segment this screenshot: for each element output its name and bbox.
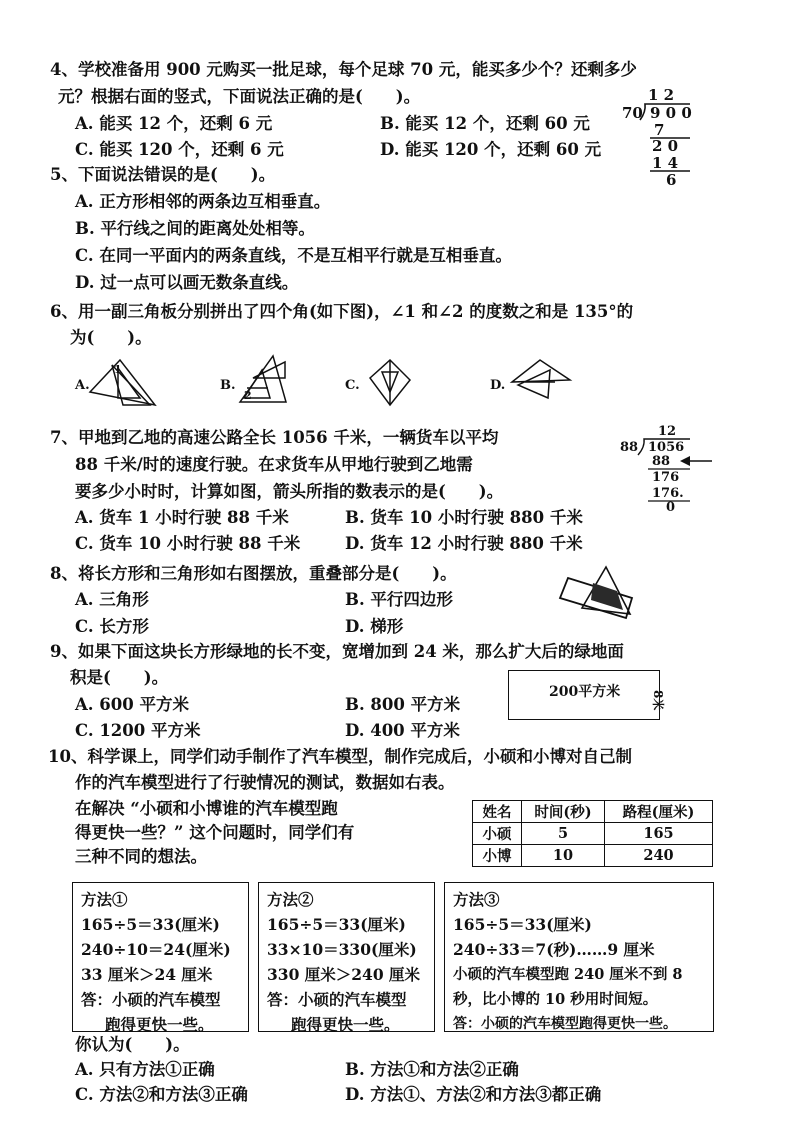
method2-line: 33×10＝330(厘米) [267, 940, 417, 959]
q10-option-a: A. 只有方法①正确 [75, 1060, 215, 1079]
q10-data-table [472, 800, 713, 867]
q10-option-b: B. 方法①和方法②正确 [345, 1060, 519, 1079]
q6-label-d: D. [490, 378, 506, 393]
q10-paragraph-line1: 在解决 “小硕和小博谁的汽车模型跑 [75, 799, 338, 818]
q10-stem-line1: 10、科学课上，同学们动手制作了汽车模型，制作完成后，小硕和小博对自己制 [48, 747, 632, 766]
q9-green-rectangle [508, 670, 660, 720]
table-row [473, 823, 713, 845]
method3-line: 秒，比小博的 10 秒用时间短。 [453, 991, 658, 1008]
q7-stem-line1: 7、甲地到乙地的高速公路全长 1056 千米，一辆货车以平均 [50, 428, 499, 447]
method2-line: 跑得更快一些。 [291, 1015, 400, 1034]
method1-line: 跑得更快一些。 [105, 1015, 214, 1034]
q7-option-c: C. 货车 10 小时行驶 88 千米 [75, 534, 301, 553]
q4-option-d: D. 能买 120 个，还剩 60 元 [380, 140, 602, 159]
q4-step3: 1 4 [652, 154, 679, 172]
q10-option-c: C. 方法②和方法③正确 [75, 1085, 248, 1104]
q10-method1-box [72, 882, 249, 1032]
q10-method3-box [444, 882, 714, 1032]
q7-stem-line2: 88 千米/时的速度行驶。在求货车从甲地行驶到乙地需 [75, 455, 473, 474]
q4-remainder: 6 [666, 171, 677, 189]
q5-option-d: D. 过一点可以画无数条直线。 [75, 273, 299, 292]
method3-line: 165÷5＝33(厘米) [453, 915, 592, 934]
table-cell: 165 [605, 823, 713, 845]
q9-stem-line2: 积是( )。 [70, 668, 169, 687]
q6-angle2-mark: 2 [244, 389, 252, 402]
method3-line: 答：小硕的汽车模型跑得更快一些。 [453, 1016, 677, 1032]
q6-stem-line1: 6、用一副三角板分别拼出了四个角(如下图)，∠1 和∠2 的度数之和是 135°的 [50, 302, 634, 321]
q10-method2-box [258, 882, 435, 1032]
table-cell: 10 [522, 845, 605, 867]
q8-option-c: C. 长方形 [75, 617, 149, 636]
method2-line: 330 厘米＞240 厘米 [267, 965, 421, 984]
q10-paragraph-line3: 三种不同的想法。 [75, 847, 207, 866]
method2-line: 165÷5＝33(厘米) [267, 915, 406, 934]
q10-stem-line2: 作的汽车模型进行了行驶情况的测试，数据如右表。 [75, 773, 455, 792]
q5-option-b: B. 平行线之间的距离处处相等。 [75, 219, 315, 238]
method1-line: 240÷10＝24(厘米) [81, 940, 231, 959]
q8-option-a: A. 三角形 [75, 590, 149, 609]
q7-step1: 88 [652, 454, 671, 469]
q4-option-c: C. 能买 120 个，还剩 6 元 [75, 140, 284, 159]
q7-divisor: 88 [620, 440, 639, 455]
q9-option-c: C. 1200 平方米 [75, 721, 201, 740]
table-cell: 小博 [473, 845, 522, 867]
q4-quotient: 1 2 [648, 86, 675, 104]
q6-label-c: C. [345, 378, 360, 393]
q7-stem-line3: 要多少小时时，计算如图，箭头所指的数表示的是( )。 [75, 482, 504, 501]
q6-angle1-mark: 1 [114, 363, 122, 376]
q7-step3: 176. [652, 486, 684, 501]
q7-option-a: A. 货车 1 小时行驶 88 千米 [75, 508, 289, 527]
method1-line: 答：小硕的汽车模型 [81, 990, 221, 1009]
q5-option-c: C. 在同一平面内的两条直线，不是互相平行就是互相垂直。 [75, 246, 512, 265]
table-header-cell: 路程(厘米) [605, 801, 713, 823]
method2-line: 答：小硕的汽车模型 [267, 990, 407, 1009]
q6-stem-line2: 为( )。 [70, 328, 152, 347]
q7-option-d: D. 货车 12 小时行驶 880 千米 [345, 534, 583, 553]
q6-label-b: B. [220, 378, 236, 393]
method1-line: 33 厘米＞24 厘米 [81, 965, 213, 984]
q9-stem-line1: 9、如果下面这块长方形绿地的长不变，宽增加到 24 米，那么扩大后的绿地面 [50, 642, 624, 661]
table-header-cell: 姓名 [473, 801, 522, 823]
q9-option-d: D. 400 平方米 [345, 721, 460, 740]
q4-stem-line1: 4、学校准备用 900 元购买一批足球，每个足球 70 元，能买多少个？还剩多少 [50, 60, 637, 79]
table-cell: 240 [605, 845, 713, 867]
q7-step2: 176 [652, 470, 680, 485]
q7-quotient: 12 [658, 424, 677, 439]
q9-option-a: A. 600 平方米 [75, 695, 189, 714]
q8-stem: 8、将长方形和三角形如右图摆放，重叠部分是( )。 [50, 564, 457, 583]
q9-option-b: B. 800 平方米 [345, 695, 461, 714]
q7-option-b: B. 货车 10 小时行驶 880 千米 [345, 508, 583, 527]
q4-divisor: 70 [622, 104, 643, 122]
table-row [473, 845, 713, 867]
q4-option-b: B. 能买 12 个，还剩 60 元 [380, 114, 590, 133]
q9-area-label: 200平方米 [549, 684, 621, 700]
method1-line: 165÷5＝33(厘米) [81, 915, 220, 934]
method3-title: 方法③ [453, 890, 500, 909]
q10-option-d: D. 方法①、方法②和方法③都正确 [345, 1085, 602, 1104]
q10-paragraph-line2: 得更快一些？” 这个问题时，同学们有 [75, 823, 355, 842]
q5-option-a: A. 正方形相邻的两条边互相垂直。 [75, 192, 331, 211]
table-header-row [473, 801, 713, 823]
method3-line: 240÷33＝7(秒)……9 厘米 [453, 940, 655, 959]
q8-option-d: D. 梯形 [345, 617, 404, 636]
q7-remainder: 0 [666, 500, 676, 515]
table-cell: 5 [522, 823, 605, 845]
q8-option-b: B. 平行四边形 [345, 590, 453, 609]
q7-dividend: 1056 [648, 440, 685, 455]
q9-width-label: 8米 [651, 690, 665, 711]
q6-label-a: A. [75, 378, 90, 393]
q4-step1: 7 [654, 121, 665, 139]
q4-dividend: 9 0 0 [650, 104, 692, 122]
q4-option-a: A. 能买 12 个，还剩 6 元 [75, 114, 273, 133]
q4-stem-line2: 元？根据右面的竖式，下面说法正确的是( )。 [58, 87, 421, 106]
q4-step2: 2 0 [652, 137, 679, 155]
method3-line: 小硕的汽车模型跑 240 厘米不到 8 [453, 966, 683, 983]
q10-question: 你认为( )。 [75, 1035, 190, 1054]
q5-stem: 5、下面说法错误的是( )。 [50, 165, 276, 184]
method1-title: 方法① [81, 890, 128, 909]
table-cell: 小硕 [473, 823, 522, 845]
table-header-cell: 时间(秒) [522, 801, 605, 823]
method2-title: 方法② [267, 890, 314, 909]
